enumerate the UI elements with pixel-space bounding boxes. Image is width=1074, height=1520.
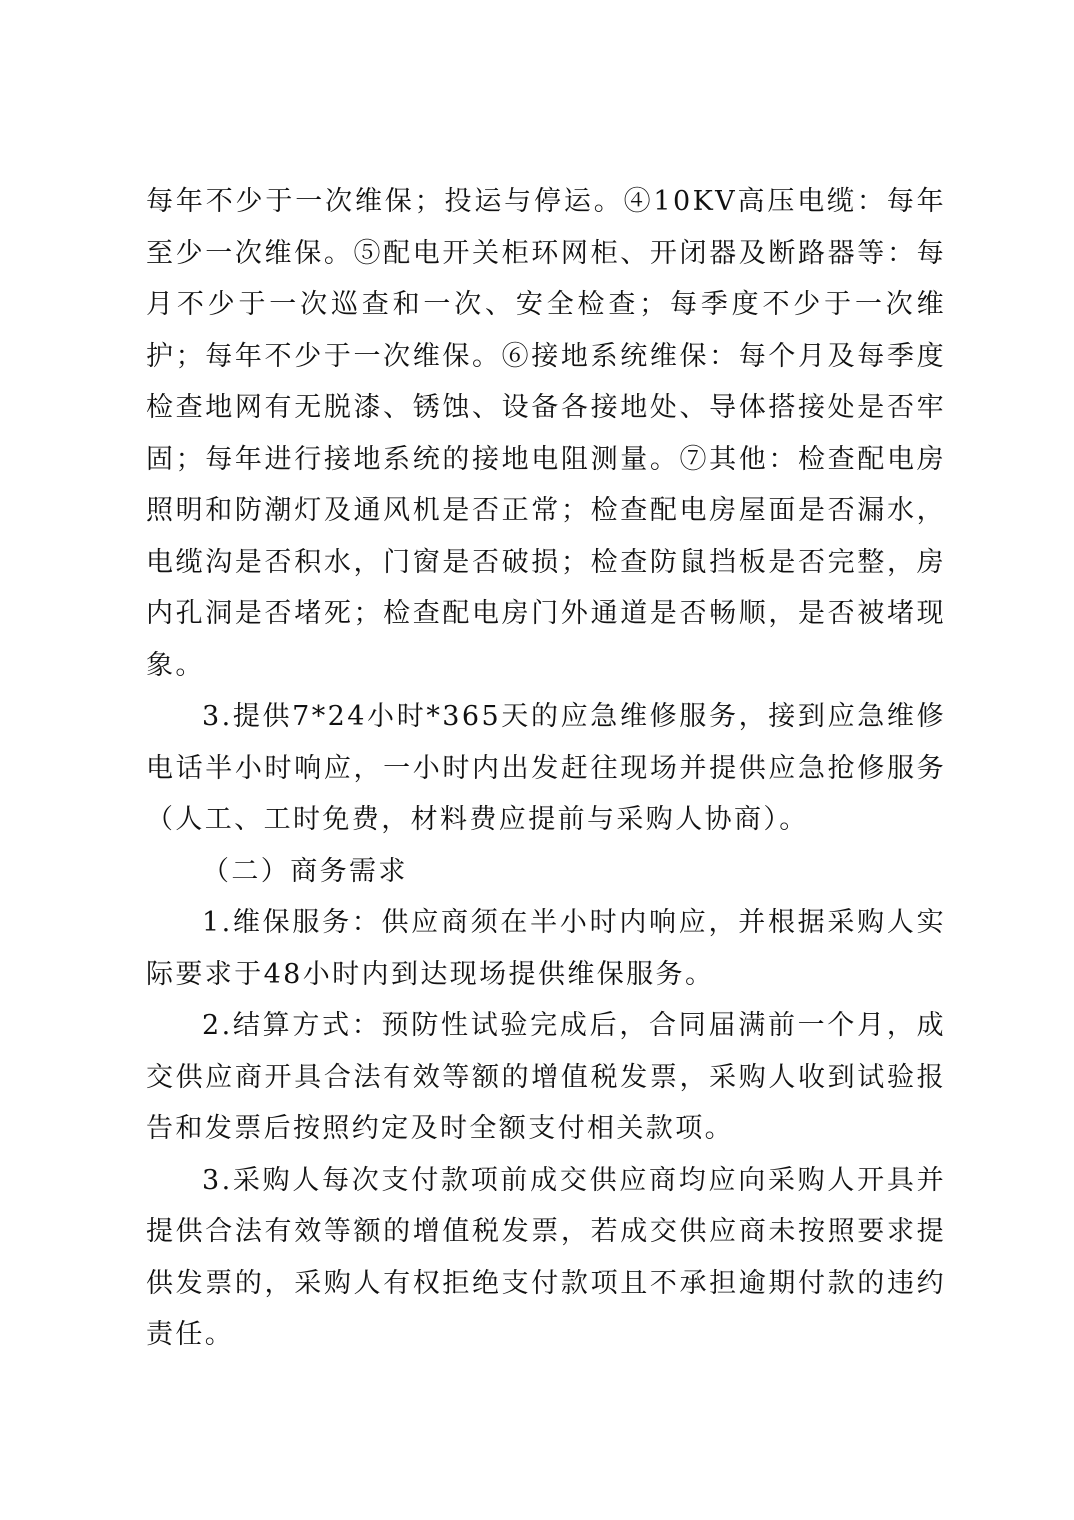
paragraph-invoice-requirement: 3.采购人每次支付款项前成交供应商均应向采购人开具并提供合法有效等额的增值税发票，若成交供应商未按照要求提供发票的，采购人有权拒绝支付款项且不承担逾期付款的违约责任。 bbox=[146, 1164, 946, 1350]
paragraph-emergency-service: 3.提供7*24小时*365天的应急维修服务，接到应急维修电话半小时响应，一小时内出发赶往现场并提供应急抢修服务（人工、工时免费，材料费应提前与采购人协商）。 bbox=[146, 701, 946, 835]
paragraph-maintenance-schedule: 每年不少于一次维保；投运与停运。④10KV高压电缆：每年至少一次维保。⑤配电开关柜环网柜、开闭器及断路器等：每月不少于一次巡查和一次、安全检查；每季度不少于一次维护；每年不少于一次维保。⑥接地系统维保：每个月及每季度检查地网有无脱漆、锈蚀、设备各接地处、导体搭接处是否牢固；每年进行接地系统的接地电阻测量。⑦其他：检查配电房照明和防潮灯及通风机是否正常；检查配电房屋面是否漏水，电缆沟是否积水，门窗是否破损；检查防鼠挡板是否完整，房内孔洞是否堵死；检查配电房门外通道是否畅顺，是否被堵现象。 bbox=[146, 186, 946, 681]
document-body bbox=[146, 176, 946, 1361]
section-heading-business-requirements: （二）商务需求 bbox=[202, 855, 408, 887]
paragraph-maintenance-service: 1.维保服务：供应商须在半小时内响应，并根据采购人实际要求于48小时内到达现场提供维保服务。 bbox=[146, 907, 946, 990]
paragraph-settlement-method: 2.结算方式：预防性试验完成后，合同届满前一个月，成交供应商开具合法有效等额的增值税发票，采购人收到试验报告和发票后按照约定及时全额支付相关款项。 bbox=[146, 1010, 946, 1144]
